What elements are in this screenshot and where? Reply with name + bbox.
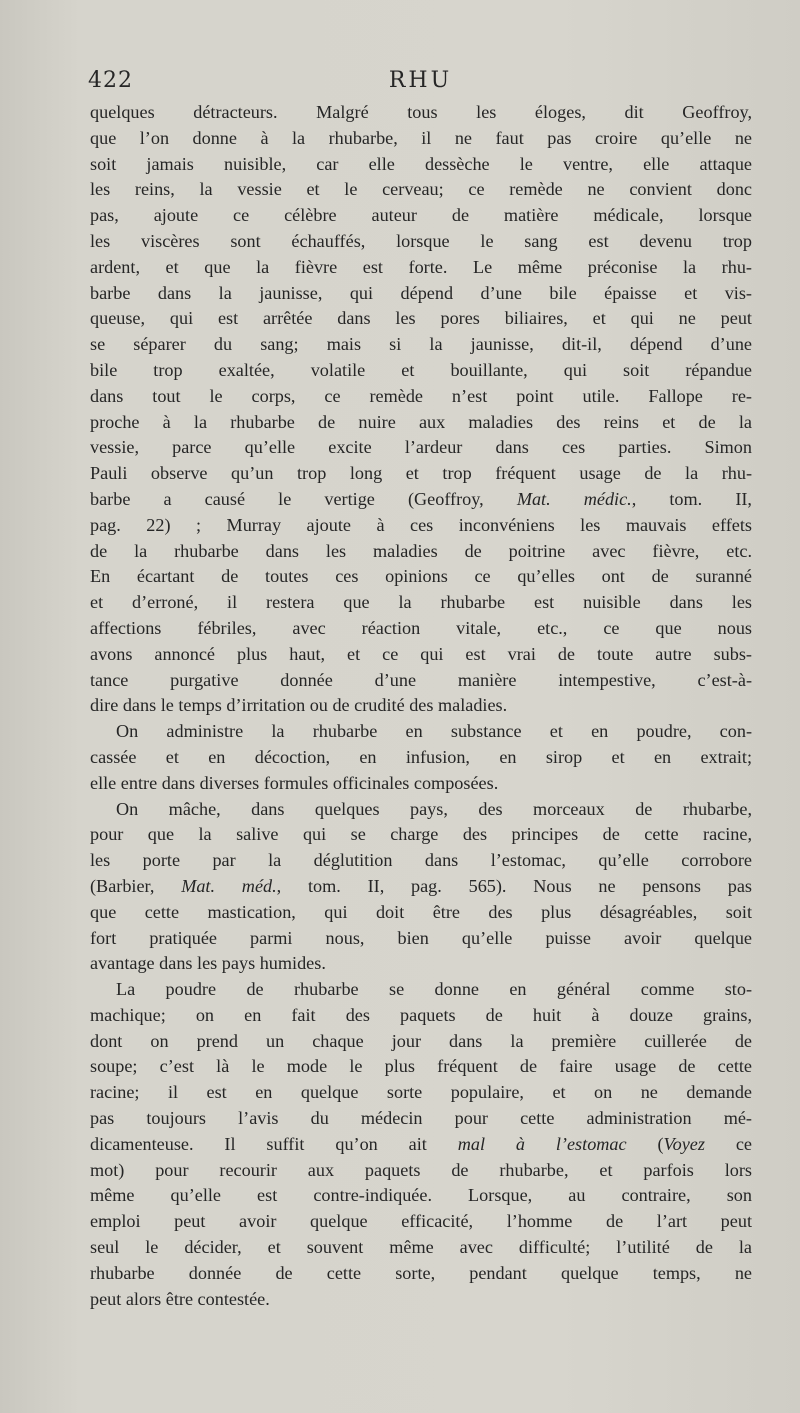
paragraph [90, 977, 752, 1312]
text-line: vessie, parce qu’elle excite l’ardeur dans ces parties. Simon [90, 437, 752, 458]
text-line: affections fébriles, avec réaction vitale, etc., ce que nous [90, 617, 752, 638]
text-line: pag. 22) ; Murray ajoute à ces inconvéniens les mauvais effets [90, 514, 752, 535]
text-line: elle entre dans diverses formules officinales composées. [90, 772, 499, 793]
text-line: La poudre de rhubarbe se donne en général comme sto- [116, 979, 752, 1000]
paragraph [90, 100, 752, 719]
text-line: même qu’elle est contre-indiquée. Lorsque, au contraire, son [90, 1185, 752, 1206]
text-line: pas, ajoute ce célèbre auteur de matière médicale, lorsque [90, 205, 752, 226]
text-line: dont on prend un chaque jour dans la première cuillerée de [90, 1030, 752, 1051]
running-head: RHU [388, 68, 453, 93]
text-line: les viscères sont échauffés, lorsque le sang est devenu trop [90, 230, 752, 251]
text-line: ardent, et que la fièvre est forte. Le même préconise la rhu- [90, 256, 752, 277]
text-line: racine; il est en quelque sorte populaire, et on ne demande [90, 1082, 752, 1103]
text-line: avons annoncé plus haut, et ce qui est vrai de toute autre subs- [90, 643, 752, 664]
text-line: que l’on donne à la rhubarbe, il ne faut pas croire qu’elle ne [90, 127, 752, 148]
page-number: 422 [88, 68, 133, 93]
text-line: On mâche, dans quelques pays, des morceaux de rhubarbe, [116, 798, 752, 819]
paragraph [90, 797, 752, 978]
text-line: se séparer du sang; mais si la jaunisse, dit-il, dépend d’une [90, 334, 752, 355]
body-text [90, 100, 752, 1312]
text-line: En écartant de toutes ces opinions ce qu’elles ont de suranné [90, 566, 752, 587]
text-line: fort pratiquée parmi nous, bien qu’elle puisse avoir quelque [90, 927, 752, 948]
text-line: barbe dans la jaunisse, qui dépend d’une bile épaisse et vis- [90, 282, 752, 303]
text-line: proche à la rhubarbe de nuire aux maladies des reins et de la [90, 411, 752, 432]
text-line: dire dans le temps d’irritation ou de crudité des maladies. [90, 695, 508, 716]
text-line: barbe a causé le vertige (Geoffroy, Mat. médic., tom. II, [90, 488, 752, 509]
text-line: les porte par la déglutition dans l’estomac, qu’elle corrobore [90, 850, 752, 871]
text-line: (Barbier, Mat. méd., tom. II, pag. 565). Nous ne pensons pas [90, 875, 752, 896]
text-line: pas toujours l’avis du médecin pour cette administration mé- [90, 1108, 752, 1129]
text-line: soit jamais nuisible, car elle dessèche le ventre, elle attaque [90, 153, 752, 174]
text-line: dans tout le corps, ce remède n’est point utile. Fallope re- [90, 385, 752, 406]
text-line: peut alors être contestée. [90, 1288, 270, 1309]
text-line: soupe; c’est là le mode le plus fréquent de faire usage de cette [90, 1056, 752, 1077]
text-line: Pauli observe qu’un trop long et trop fréquent usage de la rhu- [90, 463, 752, 484]
text-line: mot) pour recourir aux paquets de rhubarbe, et parfois lors [90, 1159, 752, 1180]
text-line: tance purgative donnée d’une manière intempestive, c’est-à- [90, 669, 752, 690]
text-line: quelques détracteurs. Malgré tous les éloges, dit Geoffroy, [90, 102, 752, 122]
text-line: emploi peut avoir quelque efficacité, l’homme de l’art peut [90, 1211, 752, 1232]
text-line: bile trop exaltée, volatile et bouillante, qui soit répandue [90, 359, 752, 380]
text-line: avantage dans les pays humides. [90, 953, 326, 974]
text-line: les reins, la vessie et le cerveau; ce remède ne convient donc [90, 179, 752, 200]
text-line: cassée et en décoction, en infusion, en sirop et en extrait; [90, 746, 752, 767]
text-line: dicamenteuse. Il suffit qu’on ait mal à l’estomac (Voyez ce [90, 1133, 752, 1154]
text-line: seul le décider, et souvent même avec difficulté; l’utilité de la [90, 1237, 752, 1258]
text-line: On administre la rhubarbe en substance et en poudre, con- [116, 721, 752, 742]
text-line: que cette mastication, qui doit être des plus désagréables, soit [90, 901, 752, 922]
text-line: rhubarbe donnée de cette sorte, pendant quelque temps, ne [90, 1262, 752, 1283]
text-line: et d’erroné, il restera que la rhubarbe est nuisible dans les [90, 592, 752, 613]
text-line: de la rhubarbe dans les maladies de poitrine avec fièvre, etc. [90, 540, 752, 561]
text-line: machique; on en fait des paquets de huit à douze grains, [90, 1004, 752, 1025]
paragraph [90, 719, 752, 796]
text-line: queuse, qui est arrêtée dans les pores biliaires, et qui ne peut [90, 308, 752, 329]
page-header [88, 68, 753, 102]
text-line: pour que la salive qui se charge des principes de cette racine, [90, 824, 752, 845]
